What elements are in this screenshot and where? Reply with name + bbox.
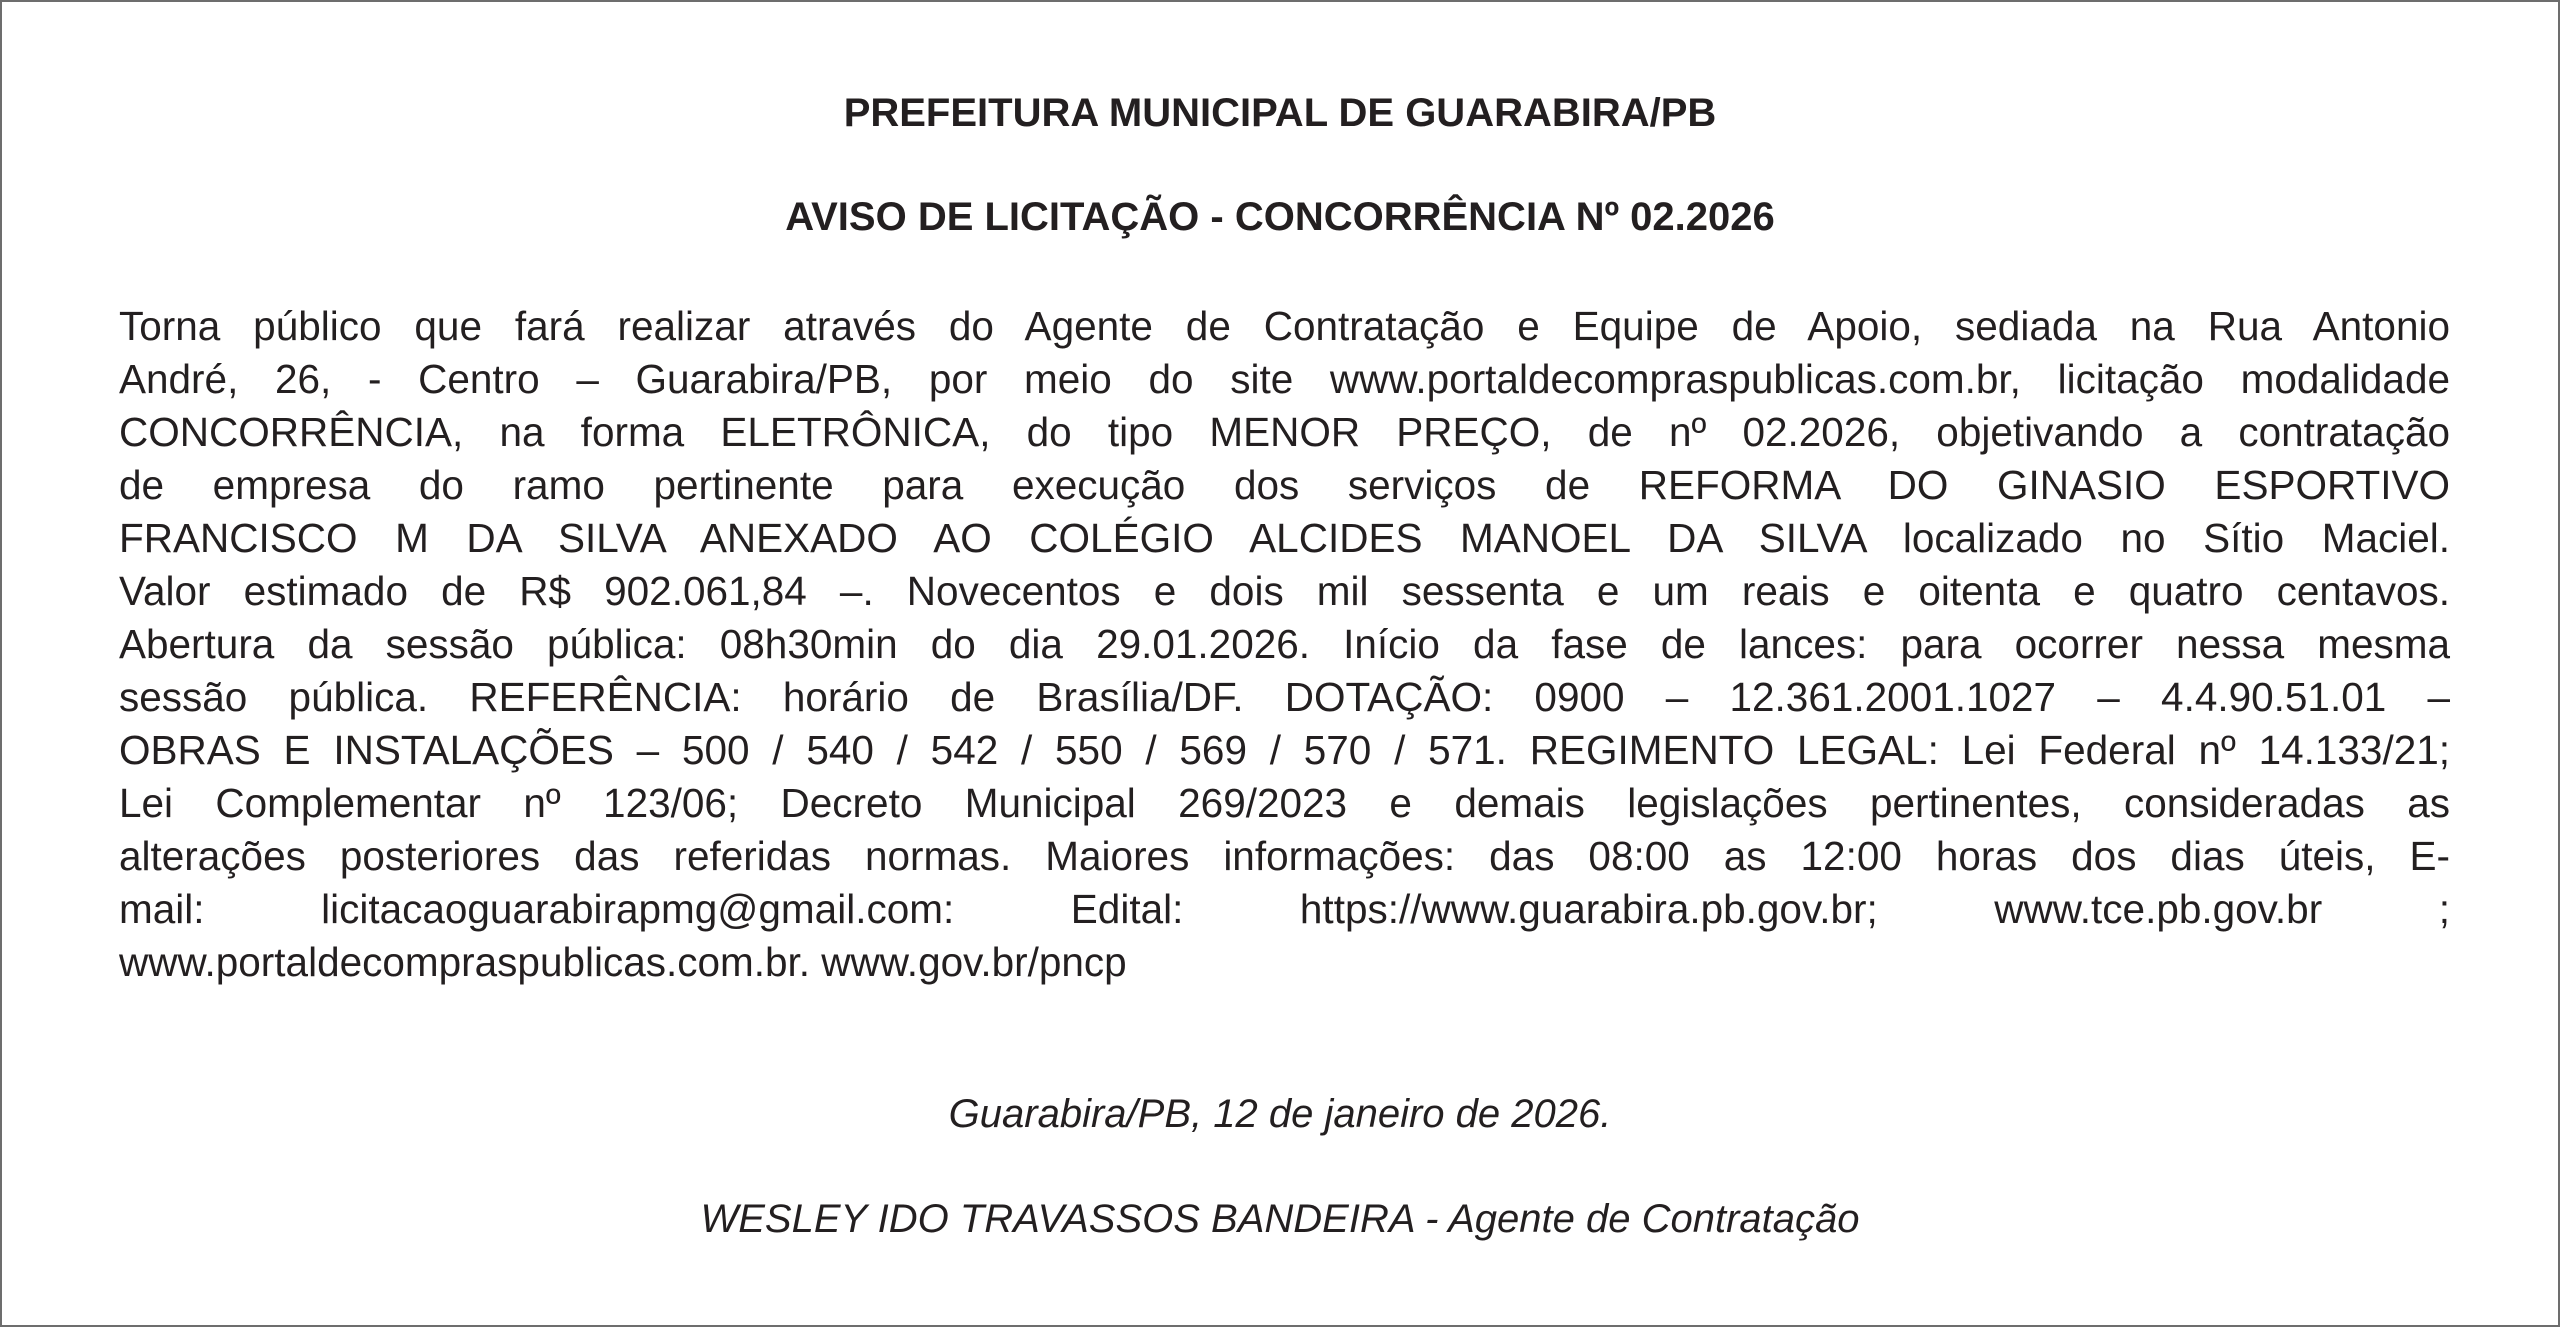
notice-body xyxy=(119,300,2450,989)
body-line: www.portaldecompraspublicas.com.br. www.gov.br/pncp xyxy=(119,939,1127,985)
body-line: OBRAS E INSTALAÇÕES – 500 / 540 / 542 / 550 / 569 / 570 / 571. REGIMENTO LEGAL: Lei Federal nº 14.133/21; xyxy=(119,727,2450,773)
body-line: Lei Complementar nº 123/06; Decreto Municipal 269/2023 e demais legislações pertinentes, consideradas as xyxy=(119,780,2450,826)
signature-line: WESLEY IDO TRAVASSOS BANDEIRA - Agente de Contratação xyxy=(700,1197,1860,1241)
body-line: de empresa do ramo pertinente para execução dos serviços de REFORMA DO GINASIO ESPORTIVO xyxy=(119,462,2450,508)
place-date: Guarabira/PB, 12 de janeiro de 2026. xyxy=(948,1092,1612,1136)
issuer-heading: PREFEITURA MUNICIPAL DE GUARABIRA/PB xyxy=(843,91,1717,135)
body-line: André, 26, - Centro – Guarabira/PB, por meio do site www.portaldecompraspublicas.com.br, licitação modalidade xyxy=(119,356,2450,402)
body-line: Valor estimado de R$ 902.061,84 –. Novecentos e dois mil sessenta e um reais e oitenta e quatro centavos. xyxy=(119,568,2450,614)
body-line: sessão pública. REFERÊNCIA: horário de Brasília/DF. DOTAÇÃO: 0900 – 12.361.2001.1027 – 4.4.90.51.01 – xyxy=(119,674,2450,720)
body-line: Abertura da sessão pública: 08h30min do dia 29.01.2026. Início da fase de lances: para ocorrer nessa mesma xyxy=(119,621,2450,667)
body-line: FRANCISCO M DA SILVA ANEXADO AO COLÉGIO ALCIDES MANOEL DA SILVA localizado no Sítio Maciel. xyxy=(119,515,2450,561)
body-line: alterações posteriores das referidas normas. Maiores informações: das 08:00 as 12:00 horas dos dias úteis, E- xyxy=(119,833,2450,879)
body-line: mail: licitacaoguarabirapmg@gmail.com: Edital: https://www.guarabira.pb.gov.br; www.tce.pb.gov.br ; xyxy=(119,886,2450,932)
notice-title: AVISO DE LICITAÇÃO - CONCORRÊNCIA Nº 02.2026 xyxy=(785,195,1775,239)
body-line: Torna público que fará realizar através do Agente de Contratação e Equipe de Apoio, sediada na Rua Antonio xyxy=(119,303,2450,349)
body-line: CONCORRÊNCIA, na forma ELETRÔNICA, do tipo MENOR PREÇO, de nº 02.2026, objetivando a contratação xyxy=(119,409,2450,455)
